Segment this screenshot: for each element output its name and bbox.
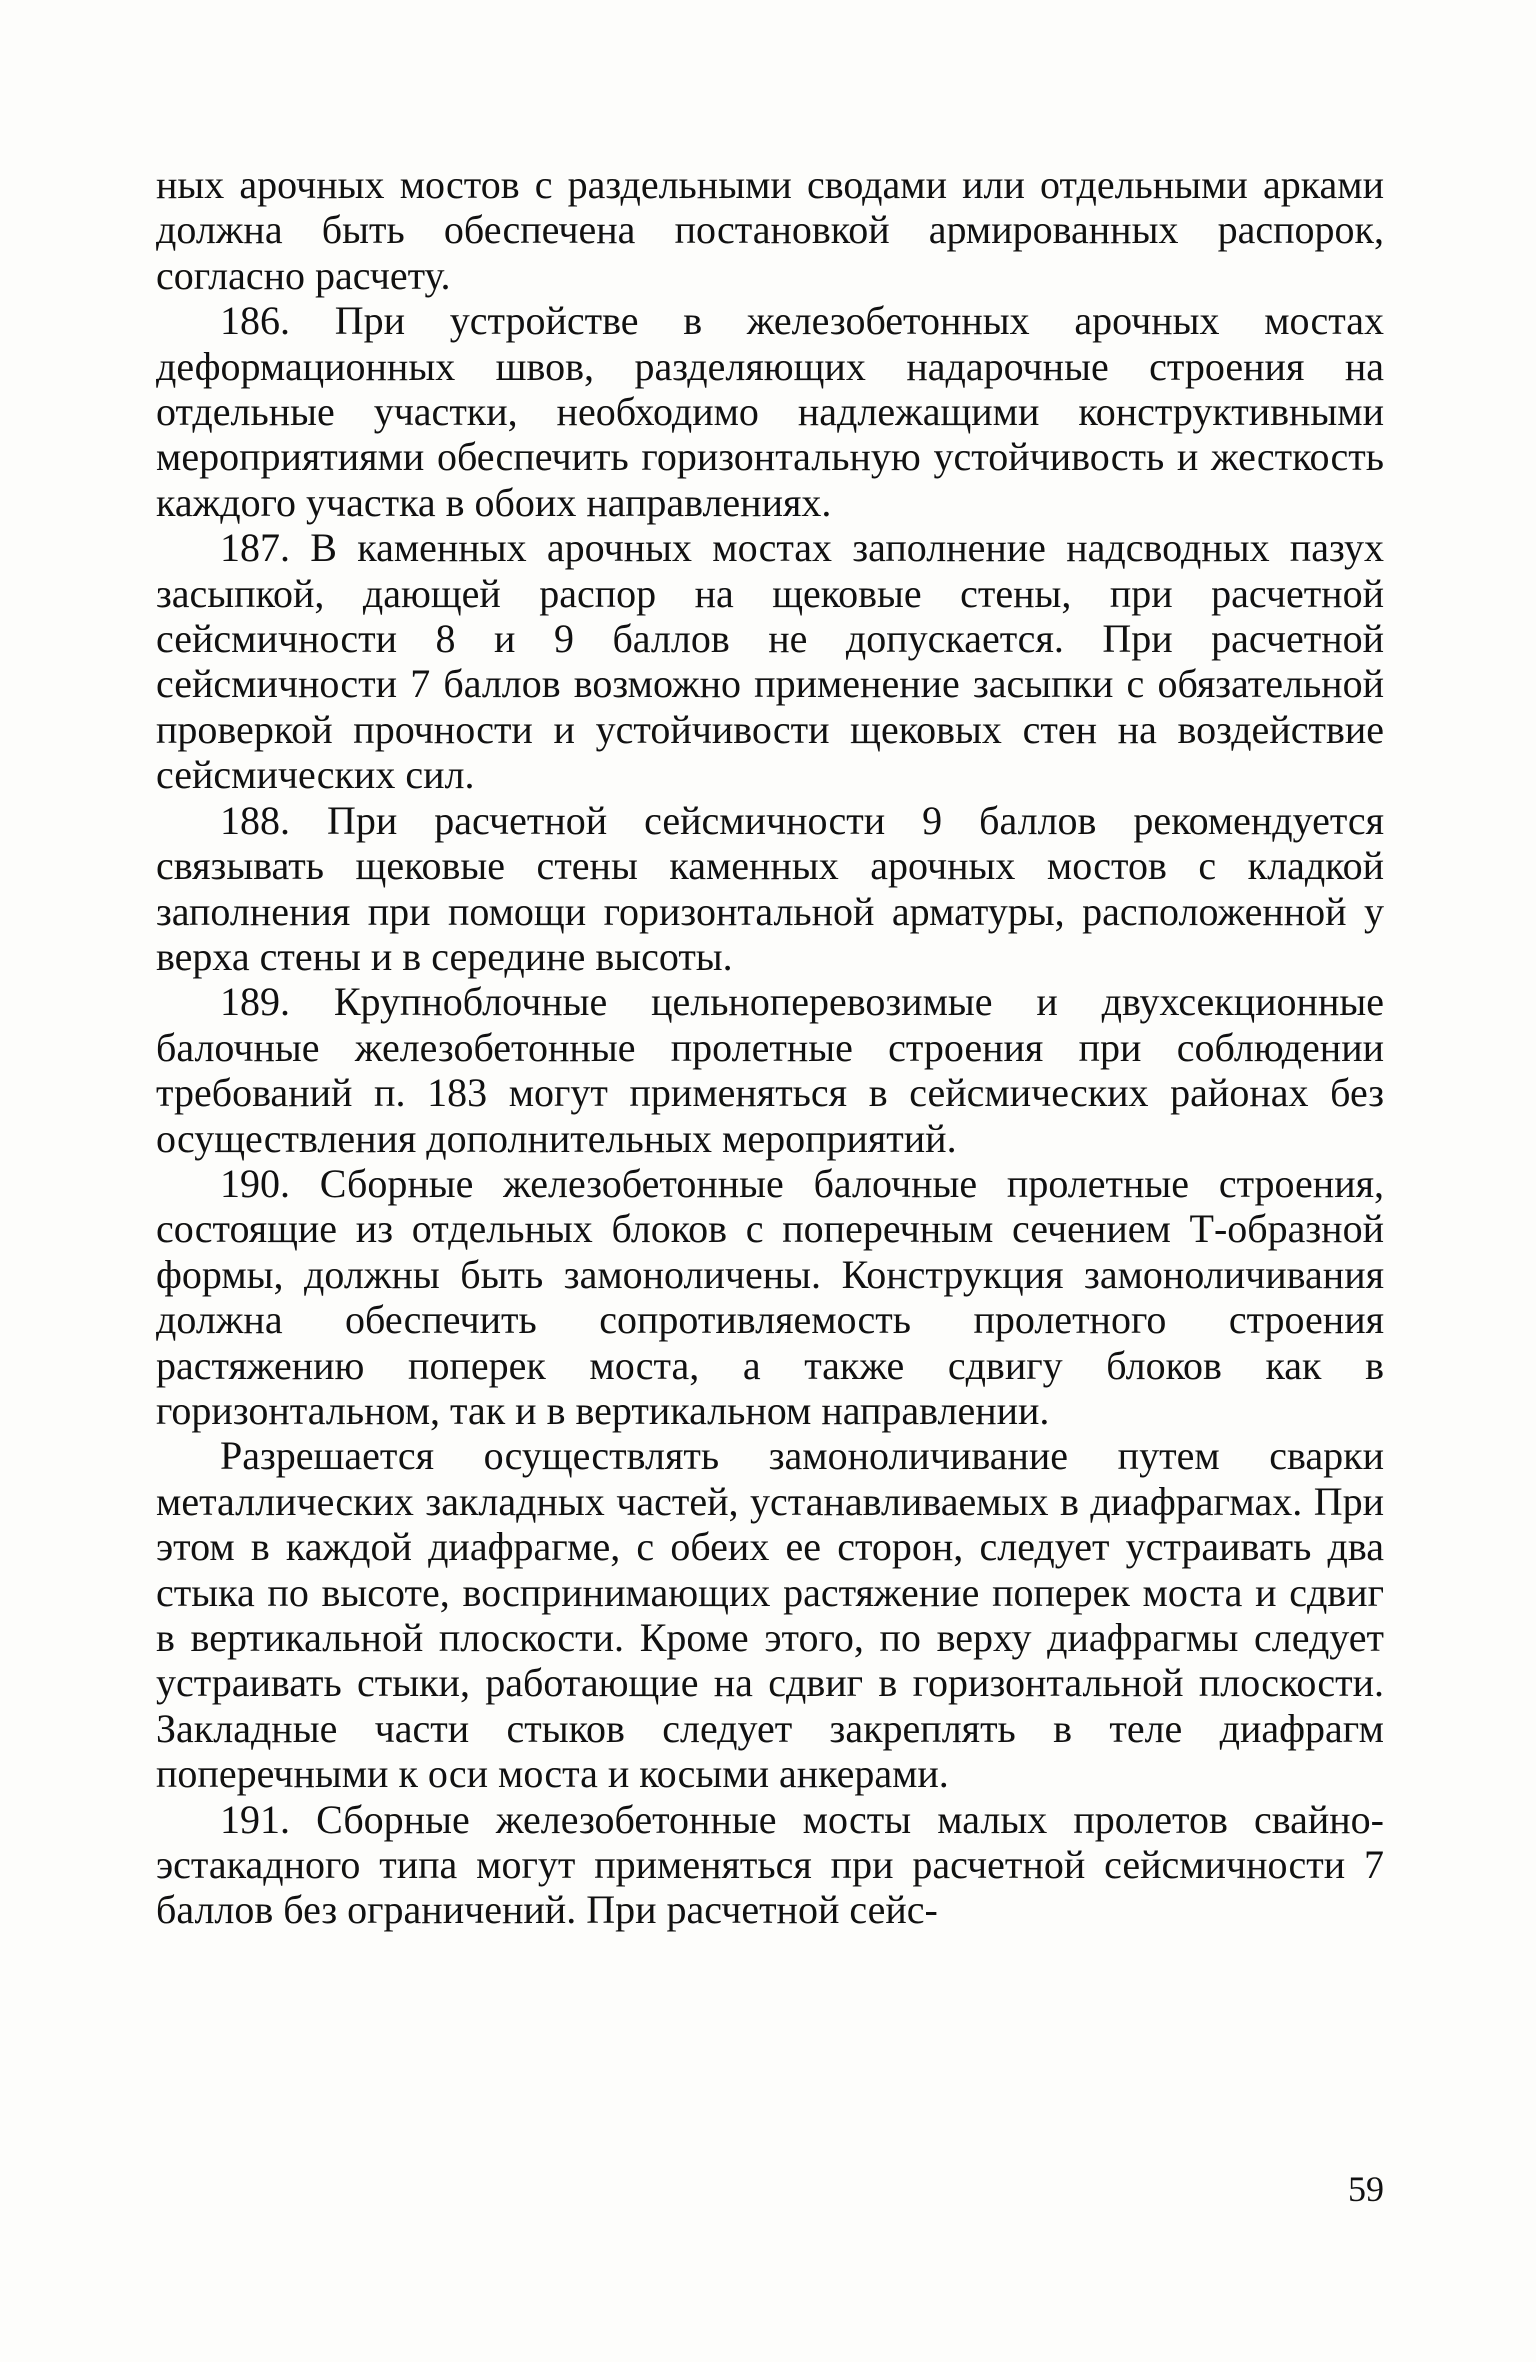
page-number: 59 — [1348, 2169, 1384, 2209]
paragraph-continuation: ных арочных мостов с раздельными сводами или отдельными арками должна быть обеспечена постановкой армированных распорок, согласно расчету. — [156, 162, 1384, 298]
paragraph-190-continued: Разрешается осуществлять замоноличивание путем сварки металлических закладных частей, устанавливаемых в диафрагмах. При этом в каждой диафрагме, с обеих ее сторон, следует устраивать два стыка по высоте, воспринимающих растяжение поперек моста и сдвиг в вертикальной плоскости. Кроме этого, по верху диафрагмы следует устраивать стыки, работающие на сдвиг в горизонтальной плоскости. Закладные части стыков следует закреплять в теле диафрагм поперечными к оси моста и косыми анкерами. — [156, 1433, 1384, 1797]
paragraph-189: 189. Крупноблочные цельноперевозимые и двухсекционные балочные железобетонные пролетные строения при соблюдении требований п. 183 могут применяться в сейсмических районах без осуществления дополнительных мероприятий. — [156, 979, 1384, 1161]
paragraph-188: 188. При расчетной сейсмичности 9 баллов рекомендуется связывать щековые стены каменных арочных мостов с кладкой заполнения при помощи горизонтальной арматуры, расположенной у верха стены и в середине высоты. — [156, 797, 1384, 979]
paragraph-191: 191. Сборные железобетонные мосты малых пролетов свайно-эстакадного типа могут применяться при расчетной сейсмичности 7 баллов без ограничений. При расчетной сейс- — [156, 1796, 1384, 1933]
paragraph-190: 190. Сборные железобетонные балочные пролетные строения, состоящие из отдельных блоков с поперечным сечением Т-образной формы, должны быть замоноличены. Конструкция замоноличивания должна обеспечить сопротивляемость пролетного строения растяжению поперек моста, а также сдвигу блоков как в горизонтальном, так и в вертикальном направлении. — [156, 1160, 1384, 1433]
paragraph-186: 186. При устройстве в железобетонных арочных мостах деформационных швов, разделяющих надарочные строения на отдельные участки, необходимо надлежащими конструктивными мероприятиями обеспечить горизонтальную устойчивость и жесткость каждого участка в обоих направлениях. — [156, 298, 1384, 525]
page-body-text — [156, 162, 1384, 1933]
paragraph-187: 187. В каменных арочных мостах заполнение надсводных пазух засыпкой, дающей распор на щековые стены, при расчетной сейсмичности 8 и 9 баллов не допускается. При расчетной сейсмичности 7 баллов возможно применение засыпки с обязательной проверкой прочности и устойчивости щековых стен на воздействие сейсмических сил. — [156, 525, 1384, 798]
